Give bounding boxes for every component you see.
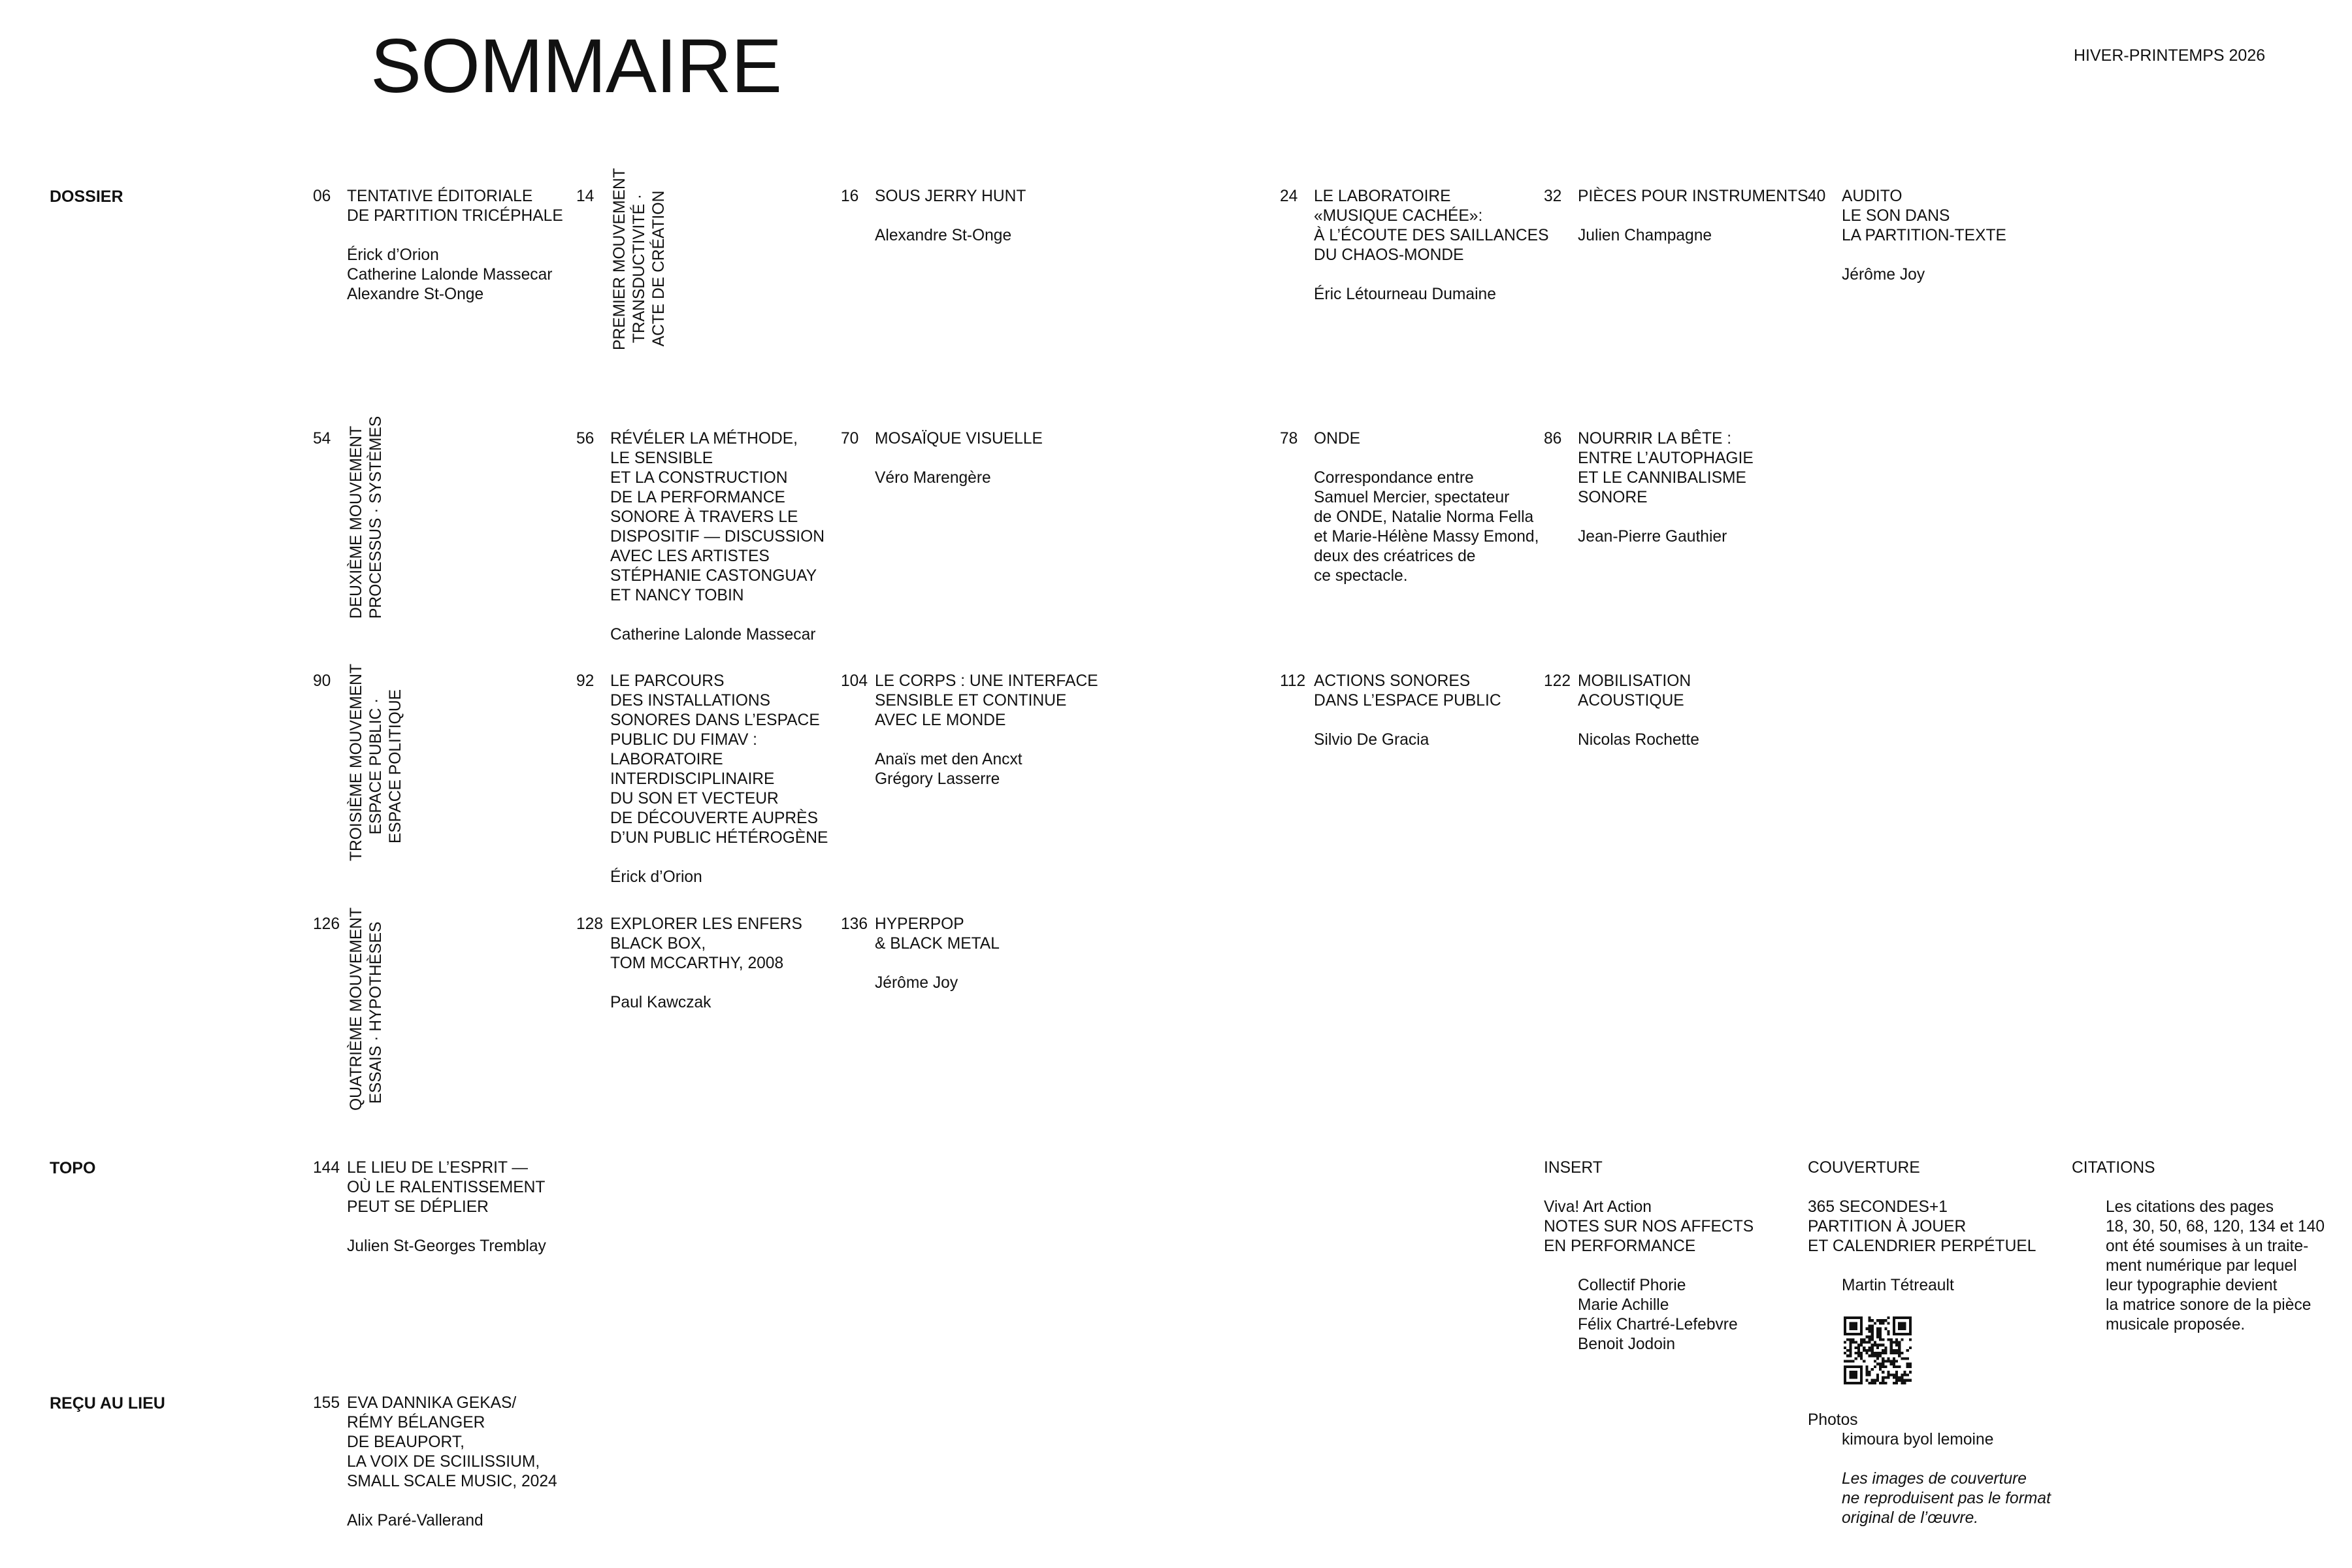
entry-title-line: PUBLIC DU FIMAV :	[610, 731, 758, 749]
page-number: 32	[1544, 188, 1562, 205]
page-number: 126	[313, 915, 340, 933]
movement-title	[347, 907, 386, 1111]
citations-text-line: 18, 30, 50, 68, 120, 134 et 140	[2106, 1218, 2325, 1235]
entry-title-line: NOURRIR LA BÊTE :	[1578, 430, 1732, 448]
movement-title-line: DEUXIÈME MOUVEMENT	[348, 425, 365, 619]
citations-label: CITATIONS	[2072, 1159, 2155, 1177]
page-number: 40	[1808, 188, 1826, 205]
entry-author: Érick d’Orion	[347, 246, 439, 264]
entry-title-line: TOM MCCARTHY, 2008	[610, 955, 784, 972]
movement-title	[347, 416, 386, 619]
entry-title-line: DE PARTITION TRICÉPHALE	[347, 207, 563, 225]
movement-title-line: TRANSDUCTIVITÉ ·	[630, 193, 648, 344]
entry-title-line: HYPERPOP	[875, 915, 964, 933]
page-number: 54	[313, 430, 331, 448]
entry-title-line: AVEC LE MONDE	[875, 711, 1006, 729]
cover-note-line: Les images de couverture	[1842, 1470, 2027, 1488]
page-number: 136	[841, 915, 868, 933]
issue-season: HIVER-PRINTEMPS 2026	[2074, 46, 2266, 65]
entry-title-line: «MUSIQUE CACHÉE»:	[1314, 207, 1483, 225]
entry-title-line: ENTRE L’AUTOPHAGIE	[1578, 449, 1754, 467]
entry-title-line: DE LA PERFORMANCE	[610, 489, 785, 506]
photos-label: Photos	[1808, 1411, 1858, 1429]
page-number: 78	[1280, 430, 1298, 448]
entry-title-line: SMALL SCALE MUSIC, 2024	[347, 1473, 557, 1490]
page-number: 90	[313, 672, 331, 690]
entry-author: Paul Kawczak	[610, 994, 711, 1011]
cover-title-line: 365 SECONDES+1	[1808, 1198, 1948, 1216]
entry-title-line: OÙ LE RALENTISSEMENT	[347, 1179, 546, 1196]
entry-author: Julien St-Georges Tremblay	[347, 1237, 546, 1255]
entry-author: et Marie-Hélène Massy Emond,	[1314, 528, 1539, 546]
cover-note-line: original de l’œuvre.	[1842, 1509, 1979, 1527]
entry-title-line: MOSAÏQUE VISUELLE	[875, 430, 1043, 448]
insert-author: Collectif Phorie	[1578, 1277, 1686, 1294]
page-number: 24	[1280, 188, 1298, 205]
entry-title-line: RÉMY BÉLANGER	[347, 1414, 485, 1431]
entry-title-line: LE LABORATOIRE	[1314, 188, 1451, 205]
entry-title-line: RÉVÉLER LA MÉTHODE,	[610, 430, 798, 448]
page-number: 16	[841, 188, 859, 205]
page-number: 56	[576, 430, 595, 448]
entry-title-line: ET NANCY TOBIN	[610, 587, 744, 604]
entry-title-line: ONDE	[1314, 430, 1361, 448]
citations-text-line: ont été soumises à un traite-	[2106, 1237, 2309, 1255]
entry-author: Anaïs met den Ancxt	[875, 751, 1022, 768]
entry-author: Éric Létourneau Dumaine	[1314, 286, 1496, 303]
entry-title-line: BLACK BOX,	[610, 935, 706, 953]
entry-author: Jérôme Joy	[875, 974, 958, 992]
entry-title-line: SONORE	[1578, 489, 1648, 506]
entry-title-line: INTERDISCIPLINAIRE	[610, 770, 775, 788]
page-number: 70	[841, 430, 859, 448]
citations-text-line: la matrice sonore de la pièce	[2106, 1296, 2311, 1314]
page-number: 06	[313, 188, 331, 205]
entry-title-line: SOUS JERRY HUNT	[875, 188, 1026, 205]
insert-author: Félix Chartré-Lefebvre	[1578, 1316, 1738, 1333]
entry-author: Nicolas Rochette	[1578, 731, 1699, 749]
page-number: 92	[576, 672, 595, 690]
entry-author: Véro Marengère	[875, 469, 991, 487]
movement-title	[610, 168, 669, 350]
citations-text-line: leur typographie devient	[2106, 1277, 2278, 1294]
entry-author: Samuel Mercier, spectateur	[1314, 489, 1510, 506]
entry-title-line: SENSIBLE ET CONTINUE	[875, 692, 1067, 710]
entry-author: Alexandre St-Onge	[875, 227, 1012, 244]
photos-credit: kimoura byol lemoine	[1842, 1431, 1994, 1448]
entry-title-line: LE SENSIBLE	[610, 449, 713, 467]
citations-text-line: musicale proposée.	[2106, 1316, 2246, 1333]
entry-title-line: DU CHAOS-MONDE	[1314, 246, 1464, 264]
insert-title-line: Viva! Art Action	[1544, 1198, 1652, 1216]
entry-author: Correspondance entre	[1314, 469, 1474, 487]
page-number: 104	[841, 672, 868, 690]
page-number: 86	[1544, 430, 1562, 448]
entry-title-line: STÉPHANIE CASTONGUAY	[610, 567, 817, 585]
entry-title-line: D’UN PUBLIC HÉTÉROGÈNE	[610, 829, 828, 847]
movement-title-line: TROISIÈME MOUVEMENT	[348, 664, 365, 861]
entry-author: ce spectacle.	[1314, 567, 1408, 585]
entry-author: Silvio De Gracia	[1314, 731, 1429, 749]
cover-title-line: PARTITION À JOUER	[1808, 1218, 1967, 1235]
entry-title-line: DE DÉCOUVERTE AUPRÈS	[610, 809, 818, 827]
movement-title-line: PROCESSUS · SYSTÈMES	[367, 416, 385, 619]
entry-title-line: LE LIEU DE L’ESPRIT —	[347, 1159, 529, 1177]
entry-author: Jérôme Joy	[1842, 266, 1925, 284]
entry-title-line: TENTATIVE ÉDITORIALE	[347, 188, 533, 205]
cover-author: Martin Tétreault	[1842, 1277, 1954, 1294]
entry-author: Alix Paré-Vallerand	[347, 1512, 483, 1529]
insert-block	[1544, 1158, 1754, 1354]
entry-title-line: DE BEAUPORT,	[347, 1433, 465, 1451]
entry-title-line: PIÈCES POUR INSTRUMENTS	[1578, 188, 1808, 205]
entry-author: Julien Champagne	[1578, 227, 1712, 244]
page-number: 122	[1544, 672, 1571, 690]
cover-title-line: ET CALENDRIER PERPÉTUEL	[1808, 1237, 2036, 1255]
citations-text-line: Les citations des pages	[2106, 1198, 2274, 1216]
insert-author: Benoit Jodoin	[1578, 1335, 1676, 1353]
page-number: 155	[313, 1394, 340, 1412]
qr-code-icon[interactable]	[1844, 1316, 1912, 1384]
movement-title-line: ESPACE PUBLIC ·	[367, 698, 385, 835]
page-number: 14	[576, 188, 595, 205]
cover-block	[1808, 1158, 2036, 1296]
entry-title-line: DANS L’ESPACE PUBLIC	[1314, 692, 1501, 710]
insert-title-line: NOTES SUR NOS AFFECTS	[1544, 1218, 1754, 1235]
citations-text-line: ment numérique par lequel	[2106, 1257, 2297, 1275]
movement-title-line: PREMIER MOUVEMENT	[611, 168, 629, 350]
insert-author: Marie Achille	[1578, 1296, 1669, 1314]
insert-label: INSERT	[1544, 1159, 1603, 1177]
entry-title-line: ACOUSTIQUE	[1578, 692, 1684, 710]
entry-author: Érick d’Orion	[610, 868, 702, 886]
entry-title-line: & BLACK METAL	[875, 935, 1000, 953]
entry-title-line: DES INSTALLATIONS	[610, 692, 771, 710]
cover-label: COUVERTURE	[1808, 1159, 1920, 1177]
entry-title-line: PEUT SE DÉPLIER	[347, 1198, 489, 1216]
entry-title-line: LA VOIX DE SCIILISSIUM,	[347, 1453, 540, 1471]
entry-author: deux des créatrices de	[1314, 547, 1476, 565]
entry-title-line: À L’ÉCOUTE DES SAILLANCES	[1314, 227, 1549, 244]
movement-title-line: ESSAIS · HYPOTHÈSES	[367, 921, 385, 1104]
entry-title-line: LABORATOIRE	[610, 751, 723, 768]
entry-author: Catherine Lalonde Massecar	[347, 266, 553, 284]
movement-title-line: ESPACE POLITIQUE	[387, 689, 404, 843]
insert-title-line: EN PERFORMANCE	[1544, 1237, 1696, 1255]
entry-title-line: AUDITO	[1842, 188, 1903, 205]
entry-title-line: AVEC LES ARTISTES	[610, 547, 770, 565]
page-number: 112	[1280, 672, 1306, 690]
entry-title-line: ET LA CONSTRUCTION	[610, 469, 788, 487]
entry-title-line: EXPLORER LES ENFERS	[610, 915, 802, 933]
entry-author: de ONDE, Natalie Norma Fella	[1314, 508, 1534, 526]
movement-title-line: ACTE DE CRÉATION	[650, 190, 668, 347]
entry-title-line: ET LE CANNIBALISME	[1578, 469, 1746, 487]
entry-title-line: LE CORPS : UNE INTERFACE	[875, 672, 1098, 690]
entry-title-line: LE SON DANS	[1842, 207, 1950, 225]
section-label-topo: TOPO	[50, 1159, 96, 1177]
entry-title-line: SONORE À TRAVERS LE	[610, 508, 798, 526]
cover-note-line: ne reproduisent pas le format	[1842, 1490, 2051, 1507]
section-label-dossier: DOSSIER	[50, 188, 123, 206]
entry-author: Alexandre St-Onge	[347, 286, 484, 303]
page-number: 128	[576, 915, 604, 933]
cover-photos	[1808, 1411, 2051, 1528]
entry-title-line: LE PARCOURS	[610, 672, 725, 690]
entry-author: Jean-Pierre Gauthier	[1578, 528, 1727, 546]
section-label-recu: REÇU AU LIEU	[50, 1394, 165, 1413]
entry-title-line: LA PARTITION-TEXTE	[1842, 227, 2006, 244]
entry-title-line: DISPOSITIF — DISCUSSION	[610, 528, 825, 546]
entry-title-line: SONORES DANS L’ESPACE	[610, 711, 820, 729]
movement-title-line: QUATRIÈME MOUVEMENT	[348, 907, 365, 1111]
entry-author: Grégory Lasserre	[875, 770, 1000, 788]
entry-title-line: ACTIONS SONORES	[1314, 672, 1471, 690]
entry-title-line: DU SON ET VECTEUR	[610, 790, 779, 808]
entry-title-line: MOBILISATION	[1578, 672, 1691, 690]
movement-title	[347, 664, 406, 861]
page-title: SOMMAIRE	[370, 23, 782, 108]
entry-title-line: EVA DANNIKA GEKAS/	[347, 1394, 517, 1412]
page-number: 144	[313, 1159, 340, 1177]
citations-block	[2072, 1158, 2325, 1335]
entry-author: Catherine Lalonde Massecar	[610, 626, 816, 644]
